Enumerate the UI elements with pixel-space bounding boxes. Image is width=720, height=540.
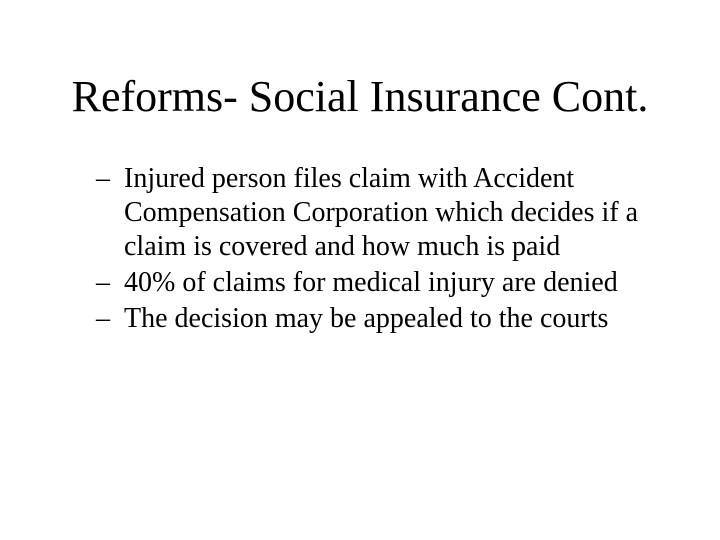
bullet-list: [96, 162, 684, 338]
bullet-dash: –: [96, 163, 110, 194]
bullet-item: [96, 266, 684, 300]
bullet-text: 40% of claims for medical injury are denied: [124, 267, 618, 298]
bullet-text: Injured person files claim with Accident Compensation Corporation which decides if a claim is covered and how much is paid: [124, 163, 638, 262]
bullet-text: The decision may be appealed to the courts: [124, 303, 609, 334]
bullet-dash: –: [96, 303, 110, 334]
bullet-item: [96, 162, 684, 264]
bullet-item: [96, 302, 684, 336]
bullet-dash: –: [96, 267, 110, 298]
slide-title: Reforms- Social Insurance Cont.: [71, 72, 649, 121]
